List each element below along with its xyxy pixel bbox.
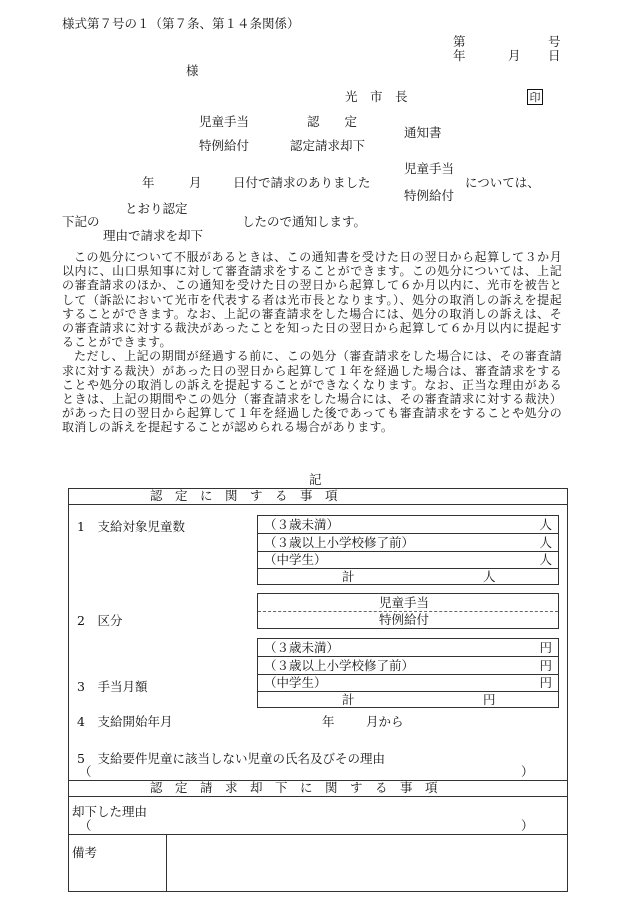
amount-label-primary: （３歳以上小学校修了前） [264,658,415,673]
item5-label: 5 支給要件児童に該当しない児童の氏名及びその理由 [77,751,385,766]
body-paragraph-2: ただし、上記の期間が経過する前に、この処分（審査請求をした場合には、その審査請求に対する裁決）があった日の翌日から起算して１年を経過した場合は、審査請求をすることや処分の取消しの訴えを提起することができなくなります。なお、正当な理由があるときは、上記の期間やこの処分（審査請求をした場合には、その審査請求に対する裁決）があった日の翌日から起算して１年を経過した後であっても審査請求をすることや処分の取消しの訴えを提起することが認められる場合があります。 [62,349,562,435]
intro-reason-2: 理由で請求を却下 [103,228,204,243]
remarks-divider [166,834,167,891]
intro-date-suffix: 日付で請求のありました [233,175,371,190]
children-label-junior: （中学生） [264,552,327,567]
reject-reason-label: 却下した理由 [72,804,148,819]
intro-line-suffix: したので通知します。 [242,214,367,229]
title-jidou-teate: 児童手当 [199,114,250,129]
remarks-label: 備考 [72,845,98,860]
section2-heading-rule [68,796,568,797]
item5-paren-open: （ [79,764,92,779]
ki-label: 記 [309,472,322,487]
item4-kara: 月から [366,714,404,729]
item1-label: 1 支給対象児童数 [77,519,185,534]
title-kyakka: 認定請求却下 [290,138,366,153]
children-unit-primary: 人 [539,535,552,550]
amount-label-junior: （中学生） [264,675,327,690]
kubun-box [257,593,559,629]
date-hi: 日 [548,48,561,63]
children-total-label: 計 [342,569,355,584]
date-tsuki: 月 [508,48,521,63]
item4-label: 4 支給開始年月 [77,714,173,729]
children-label-under3: （３歳未満） [264,517,340,532]
children-unit-junior: 人 [539,552,552,567]
section1-heading: 認 定 に 関 す る 事 項 [150,488,338,503]
intro-line-prefix: 下記の [62,214,100,229]
intro-kind-suffix: については、 [465,175,540,190]
children-label-primary: （３歳以上小学校修了前） [264,535,415,550]
body-paragraph-1: この処分について不服があるときは、この通知書を受けた日の翌日から起算して３か月以内に、山口県知事に対して審査請求をすることができます。この処分については、上記の審査請求のほか、この通知を受けた日の翌日から起算して６か月以内に、光市を被告として（訴訟において光市を代表する者は光市長となります。）、処分の取消しの訴えを提起することができます。なお、上記の審査請求をした場合には、処分の取消しの訴えは、その審査請求に対する裁決があったことを知った日の翌日から起算して６か月以内に提起することができます。 [62,250,562,350]
section1-heading-rule [68,504,568,505]
seal-mark: 印 [527,89,543,105]
reject-paren-close: ） [521,818,534,833]
title-nintei: 認 定 [307,114,358,129]
item5-paren-close: ） [521,764,534,779]
reject-paren-open: （ [79,818,92,833]
issuer-mayor: 光 市 長 [345,89,408,104]
item4-nen: 年 [322,714,335,729]
amount-label-under3: （３歳未満） [264,640,340,655]
children-unit-under3: 人 [539,517,552,532]
amount-unit-primary: 円 [539,658,552,673]
number-dai: 第 [453,34,466,49]
amount-box [257,638,559,708]
intro-date-nen: 年 [142,175,155,190]
form-id: 様式第７号の１（第７条、第１４条関係） [62,16,300,31]
date-nen: 年 [453,48,466,63]
intro-reason-1: とおり認定 [125,201,188,216]
amount-total-unit: 円 [483,692,496,707]
item2-label: 2 区分 [77,613,123,628]
intro-date-tsuki: 月 [189,175,202,190]
title-tokurei-kyufu: 特例給付 [199,138,250,153]
intro-kind-1: 児童手当 [404,161,455,176]
section2-heading: 認 定 請 求 却 下 に 関 す る 事 項 [150,780,438,795]
amount-unit-junior: 円 [539,675,552,690]
kubun-jidou-teate: 児童手当 [379,595,430,610]
body-text [62,250,562,435]
recipient-sama: 様 [186,63,199,78]
amount-unit-under3: 円 [539,640,552,655]
item3-label: 3 手当月額 [77,679,148,694]
title-notice: 通知書 [404,125,442,140]
number-go: 号 [548,34,561,49]
amount-total-label: 計 [342,692,355,707]
children-count-box [257,515,559,585]
intro-kind-2: 特例給付 [404,188,455,203]
kubun-tokurei-kyufu: 特例給付 [379,612,430,627]
children-total-unit: 人 [483,569,496,584]
remarks-top-rule [68,834,568,835]
